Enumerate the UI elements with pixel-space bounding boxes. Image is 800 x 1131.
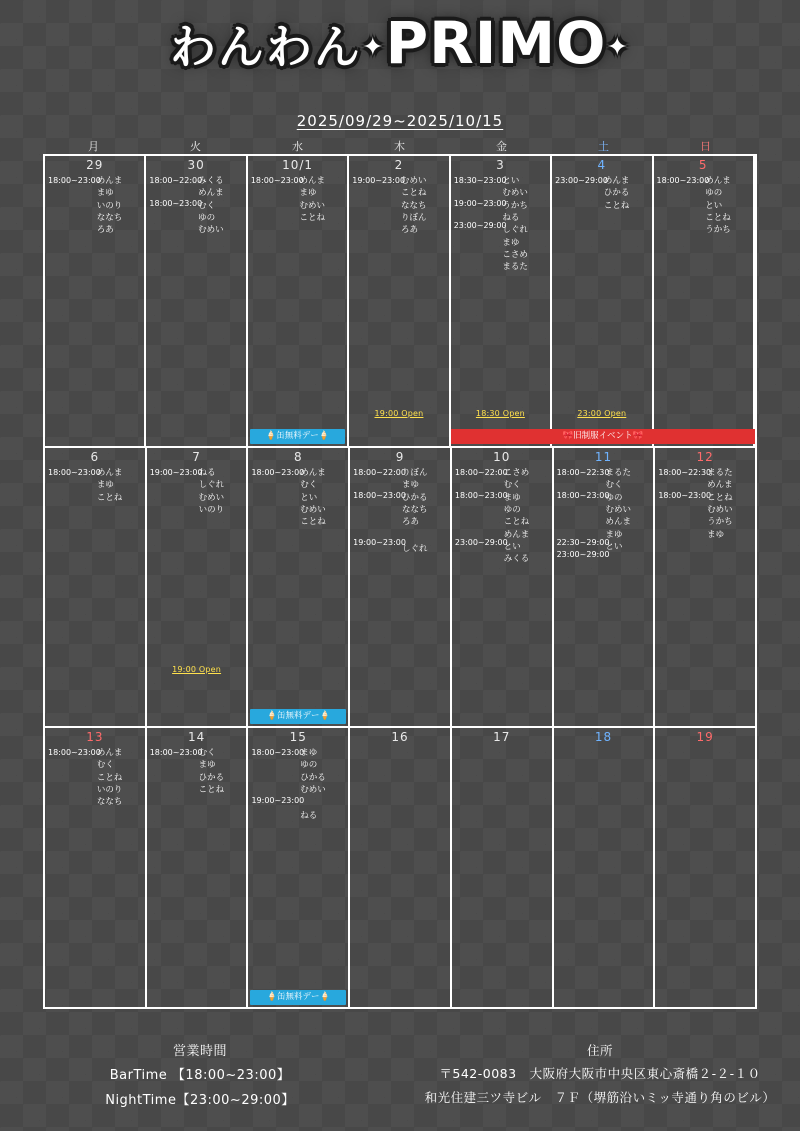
- dow-mon: 月: [88, 140, 100, 153]
- free-day-banner: 🍦缶無料デー🍦: [250, 709, 346, 724]
- day-number: 9: [395, 450, 405, 464]
- cast-name: まゆ: [299, 188, 317, 199]
- dow-fri: 金: [496, 140, 508, 153]
- open-note: 19:00 Open: [172, 665, 222, 674]
- cast-name: めんま: [300, 468, 326, 478]
- cast-name: むく: [300, 480, 318, 491]
- cast-name: ことね: [96, 492, 123, 503]
- day-number: 17: [493, 730, 511, 744]
- time-slot: 23:00~29:00: [556, 549, 610, 559]
- time-slot: 19:00~23:00: [352, 176, 406, 185]
- cast-name: りぼん: [402, 468, 428, 478]
- cast-name: ゆの: [300, 760, 318, 771]
- cast-name: むく: [96, 760, 114, 771]
- time-slot: 18:00~23:00: [48, 468, 101, 477]
- day-number: 14: [187, 730, 206, 744]
- cast-name: まゆ: [605, 529, 623, 540]
- cast-name: めんま: [705, 176, 731, 186]
- dow-wed: 水: [292, 140, 304, 153]
- cast-name: ことね: [400, 188, 427, 199]
- cast-name: しぐれ: [198, 480, 225, 491]
- dow-sun: 日: [700, 140, 712, 153]
- business-hours-title: 営業時間: [172, 1043, 227, 1059]
- time-slot: 18:00~22:00: [353, 468, 406, 477]
- calendar-week-1: [43, 154, 757, 446]
- cast-name: まゆ: [96, 188, 114, 199]
- cast-name: ゆの: [705, 188, 723, 199]
- cast-name: うかち: [705, 225, 731, 236]
- cast-name: みくる: [198, 176, 224, 186]
- day-cell[interactable]: [451, 156, 552, 446]
- open-note: 23:00 Open: [577, 409, 627, 418]
- cast-name: めんま: [96, 176, 123, 186]
- night-time: NightTime【23:00~29:00】: [105, 1092, 295, 1108]
- day-number: 5: [698, 158, 708, 172]
- cast-name: みくる: [503, 554, 530, 565]
- free-day-banner: 🍦缶無料デー🍦: [250, 429, 345, 444]
- open-note: 18:30 Open: [475, 409, 525, 418]
- business-hours-block: [0, 1040, 400, 1113]
- cast-name: むめい: [300, 784, 326, 795]
- day-number: 13: [86, 730, 104, 744]
- time-slot: 23:00~29:00: [453, 221, 507, 231]
- cast-name: むめい: [300, 504, 326, 515]
- time-slot: 18:00~22:00: [454, 468, 508, 477]
- day-number: 10: [493, 450, 511, 464]
- cast-name: むく: [503, 480, 521, 491]
- cast-name: むめい: [299, 200, 326, 211]
- shop-title-jp: わんわん: [169, 20, 362, 74]
- cast-name: ななち: [400, 200, 427, 211]
- time-slot: 18:00~23:00: [353, 490, 406, 500]
- open-note: 19:00 Open: [374, 409, 424, 418]
- shop-title-en: PRIMO: [385, 9, 607, 77]
- calendar-week-3: [43, 726, 757, 1009]
- day-cell[interactable]: [147, 728, 249, 1007]
- cast-name: むく: [198, 200, 216, 211]
- cast-name: とい: [503, 541, 521, 552]
- time-slot: 19:00~23:00: [353, 538, 406, 548]
- cast-name: ことね: [707, 492, 733, 503]
- day-number: 2: [394, 158, 404, 172]
- time-slot: 18:00~23:00: [656, 176, 710, 185]
- calendar: [43, 138, 757, 1009]
- time-slot: 23:00~29:00: [454, 538, 508, 548]
- shop-title: [144, 6, 656, 87]
- cast-name: むめい: [605, 504, 631, 515]
- day-cell[interactable]: [655, 448, 755, 726]
- day-cell[interactable]: [350, 728, 452, 1007]
- title-block: [0, 6, 800, 94]
- cast-name: しぐれ: [502, 225, 528, 236]
- cast-name: ねる: [300, 811, 318, 822]
- cast-name: まるた: [707, 468, 733, 478]
- cast-name: ことね: [299, 212, 326, 223]
- day-cell[interactable]: [45, 728, 147, 1007]
- date-range: 2025/09/29~2025/10/15: [296, 112, 504, 130]
- cast-name: むめい: [400, 176, 427, 186]
- time-slot: 18:30~23:00: [453, 176, 507, 185]
- cast-name: とい: [705, 200, 723, 211]
- cast-name: ことね: [603, 200, 630, 211]
- day-number: 15: [289, 730, 307, 744]
- day-number: 4: [597, 158, 607, 172]
- day-number: 29: [86, 158, 104, 172]
- cast-name: めんま: [198, 188, 224, 199]
- day-number: 6: [90, 450, 100, 464]
- cast-name: めんま: [299, 176, 326, 186]
- cast-name: ねる: [502, 212, 520, 223]
- cast-name: ひかる: [603, 188, 630, 199]
- address-line-2: 和光住建三ツ寺ビル ７Ｆ（堺筋沿いミッ寺通り角のビル）: [424, 1089, 776, 1105]
- time-slot: 18:00~23:00: [251, 468, 305, 477]
- day-cell[interactable]: [350, 448, 452, 726]
- time-slot: 18:00~23:00: [556, 490, 610, 500]
- time-slot: 23:00~29:00: [555, 176, 608, 185]
- dow-sat: 土: [598, 140, 610, 153]
- day-cell[interactable]: [146, 156, 247, 446]
- time-slot: 18:00~22:30: [556, 468, 610, 477]
- time-slot: 18:00~23:00: [149, 748, 203, 757]
- day-number: 12: [696, 450, 714, 464]
- day-cell[interactable]: [248, 728, 350, 1007]
- day-cell[interactable]: [554, 448, 656, 726]
- time-slot: 18:00~23:00: [251, 748, 305, 757]
- cast-name: むく: [198, 748, 216, 758]
- day-number: 7: [192, 450, 201, 464]
- cast-name: ひかる: [402, 492, 428, 503]
- day-cell[interactable]: [45, 448, 147, 726]
- cast-name: しぐれ: [402, 543, 428, 554]
- day-cell[interactable]: [655, 728, 755, 1007]
- cast-name: むめい: [707, 504, 733, 515]
- cast-name: とい: [502, 176, 520, 186]
- day-number: 19: [696, 730, 714, 744]
- time-slot: 18:00~23:00: [658, 490, 712, 500]
- day-cell[interactable]: [654, 156, 755, 446]
- cast-name: ゆの: [605, 492, 623, 503]
- cast-name: とい: [300, 492, 318, 503]
- cast-name: ひかる: [300, 772, 326, 783]
- address-line-1: 〒542-0083 大阪府大阪市中央区東心斎橋２-２-１０: [439, 1066, 761, 1082]
- event-banner: 🎀旧制服イベント🎀: [451, 429, 755, 444]
- cast-name: いのり: [96, 200, 123, 211]
- cast-name: ろあ: [96, 225, 114, 236]
- cast-name: むく: [605, 480, 623, 491]
- cast-name: ろあ: [400, 225, 418, 236]
- footer: [0, 1040, 800, 1113]
- cast-name: りぼん: [400, 212, 427, 223]
- time-slot: 18:00~23:00: [454, 490, 508, 500]
- cast-name: ひかる: [198, 772, 225, 783]
- time-slot: 18:00~23:00: [250, 176, 304, 185]
- time-slot: 18:00~22:00: [149, 176, 203, 185]
- cast-name: まるた: [605, 468, 631, 478]
- day-number: 11: [594, 450, 613, 464]
- time-slot: 18:00~23:00: [48, 748, 101, 757]
- cast-name: まゆ: [502, 237, 520, 248]
- day-cell[interactable]: [349, 156, 450, 446]
- cast-name: ゆの: [198, 212, 216, 223]
- cast-name: ことね: [300, 517, 326, 528]
- cast-name: まゆ: [707, 529, 725, 540]
- day-number: 18: [594, 730, 613, 744]
- cast-name: ことね: [96, 772, 123, 783]
- time-slot: 22:30~29:00: [556, 538, 610, 548]
- cast-name: ろあ: [402, 517, 420, 528]
- day-cell[interactable]: [452, 448, 554, 726]
- time-slot: 18:00~23:00: [149, 198, 203, 208]
- cast-name: こさめ: [502, 249, 528, 260]
- dow-thu: 木: [394, 140, 406, 153]
- cast-name: ゆの: [503, 504, 521, 515]
- day-cell[interactable]: [45, 156, 146, 446]
- cast-name: まゆ: [96, 480, 114, 491]
- time-slot: 19:00~23:00: [149, 468, 203, 477]
- day-number: 8: [293, 450, 303, 464]
- cast-name: めんま: [707, 480, 733, 491]
- cast-name: まるた: [502, 262, 528, 273]
- cast-name: まゆ: [198, 760, 216, 771]
- cast-name: めんま: [96, 468, 123, 478]
- day-cell[interactable]: [552, 156, 653, 446]
- cast-name: うかち: [502, 200, 528, 211]
- day-cell[interactable]: [248, 448, 350, 726]
- cast-name: めんま: [503, 529, 530, 540]
- calendar-week-2: [43, 446, 757, 726]
- day-number: 30: [187, 158, 205, 172]
- cast-name: ななち: [96, 212, 123, 223]
- cast-name: めんま: [605, 517, 631, 528]
- day-of-week-header: [43, 138, 757, 154]
- dow-tue: 火: [190, 140, 202, 153]
- cast-name: ことね: [705, 212, 731, 223]
- cast-name: ななち: [96, 797, 123, 808]
- day-number: 16: [391, 730, 409, 744]
- cast-name: めんま: [603, 176, 630, 186]
- day-cell[interactable]: [147, 448, 249, 726]
- sparkle-right-icon: ✦: [606, 32, 631, 63]
- cast-name: めんま: [96, 748, 123, 758]
- cast-name: いのり: [198, 504, 225, 515]
- cast-name: まゆ: [402, 480, 420, 491]
- cast-name: ことね: [198, 784, 225, 795]
- cast-name: うかち: [707, 517, 733, 528]
- day-cell[interactable]: [554, 728, 656, 1007]
- day-number: 10/1: [282, 158, 314, 172]
- day-cell[interactable]: [248, 156, 349, 446]
- day-number: 3: [496, 158, 505, 172]
- cast-name: ななち: [402, 504, 428, 515]
- time-slot: 19:00~23:00: [453, 198, 507, 208]
- sparkle-left-icon: ✦: [361, 32, 386, 63]
- time-slot: 18:00~23:00: [48, 176, 101, 185]
- cast-name: いのり: [96, 784, 123, 795]
- day-cell[interactable]: [452, 728, 554, 1007]
- address-block: [400, 1040, 800, 1111]
- bar-time: BarTime 【18:00~23:00】: [109, 1068, 291, 1084]
- time-slot: 18:00~22:30: [658, 468, 712, 477]
- time-slot: 19:00~23:00: [251, 795, 305, 805]
- address-title: 住所: [586, 1042, 613, 1058]
- cast-name: こさめ: [503, 468, 530, 478]
- cast-name: ねる: [198, 468, 216, 478]
- cast-name: まゆ: [503, 492, 521, 503]
- cast-name: むめい: [198, 492, 225, 503]
- cast-name: むめい: [502, 188, 528, 199]
- cast-name: ことね: [503, 517, 530, 528]
- free-day-banner: 🍦缶無料デー🍦: [250, 990, 346, 1005]
- cast-name: とい: [605, 541, 623, 552]
- cast-name: まゆ: [300, 748, 318, 758]
- cast-name: むめい: [198, 225, 224, 236]
